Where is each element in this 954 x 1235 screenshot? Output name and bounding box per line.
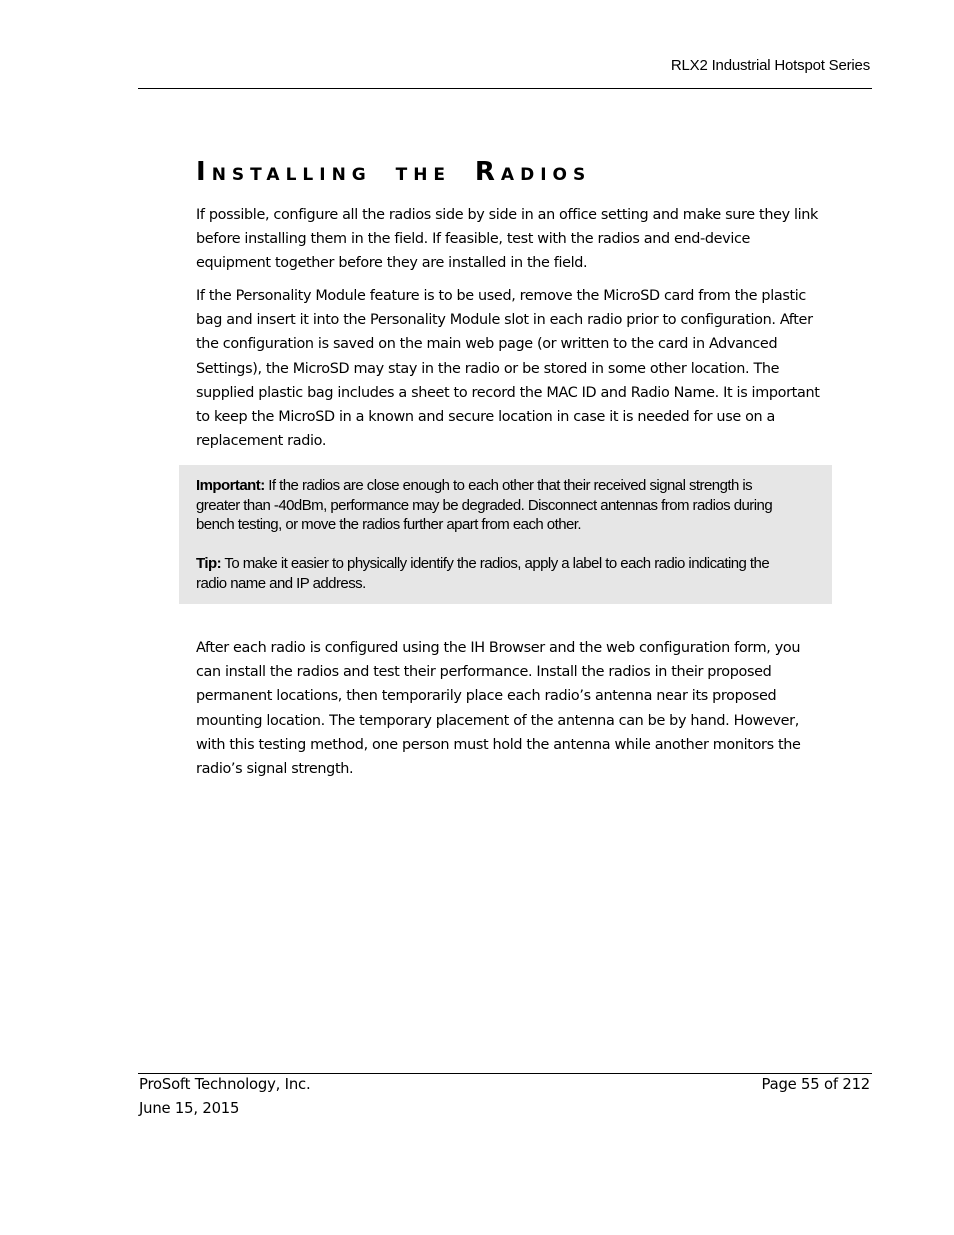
body-paragraph: After each radio is configured using the IH Browser and the web configuration form, you can install the radios and test their performance. Install the radios in their proposed permanent locations, then temporarily place each radio’s antenna near its proposed mounting location. The temporary placement of the antenna can be by hand. However, with this testing method, one person must hold the antenna while another monitors the radio’s signal strength. bbox=[196, 640, 801, 778]
tip-label: Tip: bbox=[196, 555, 222, 572]
header-divider bbox=[138, 88, 872, 89]
tip-note bbox=[196, 554, 792, 593]
heading-initial: R bbox=[474, 157, 501, 187]
important-note bbox=[196, 476, 792, 535]
note-callout bbox=[179, 465, 832, 604]
tip-text: To make it easier to physically identify the radios, apply a label to each radio indicating the radio name and IP address. bbox=[196, 555, 770, 592]
heading-word-the: THE bbox=[395, 165, 452, 185]
footer-company: ProSoft Technology, Inc. bbox=[139, 1076, 311, 1093]
body-paragraph: If the Personality Module feature is to be used, remove the MicroSD card from the plastic bag and insert it into the Personality Module slot in each radio prior to configuration. After the configuration is saved on the main web page (or written to the card in Advanced Settings), the MicroSD may stay in the radio or be stored in some other location. The supplied plastic bag includes a sheet to record the MAC ID and Radio Name. It is important to keep the MicroSD in a known and secure location in case it is needed for use on a replacement radio. bbox=[196, 288, 820, 450]
important-text: If the radios are close enough to each other that their received signal strength is greater than -40dBm, performance may be degraded. Disconnect antennas from radios during bench testing, or move the radios further apart from each other. bbox=[196, 477, 773, 533]
document-series-title: RLX2 Industrial Hotspot Series bbox=[670, 57, 870, 74]
heading-word-rest: ADIOS bbox=[500, 165, 592, 185]
page-number: Page 55 of 212 bbox=[761, 1076, 870, 1093]
footer-date: June 15, 2015 bbox=[139, 1100, 240, 1117]
heading-word-rest: NSTALLING bbox=[211, 165, 372, 185]
heading-initial: I bbox=[196, 157, 212, 187]
body-paragraph: If possible, configure all the radios side by side in an office setting and make sure they link before installing them in the field. If feasible, test with the radios and end-device equipment together before they are installed in the field. bbox=[196, 207, 819, 272]
important-label: Important: bbox=[196, 477, 265, 494]
section-heading bbox=[196, 150, 591, 188]
footer-divider bbox=[138, 1073, 872, 1074]
